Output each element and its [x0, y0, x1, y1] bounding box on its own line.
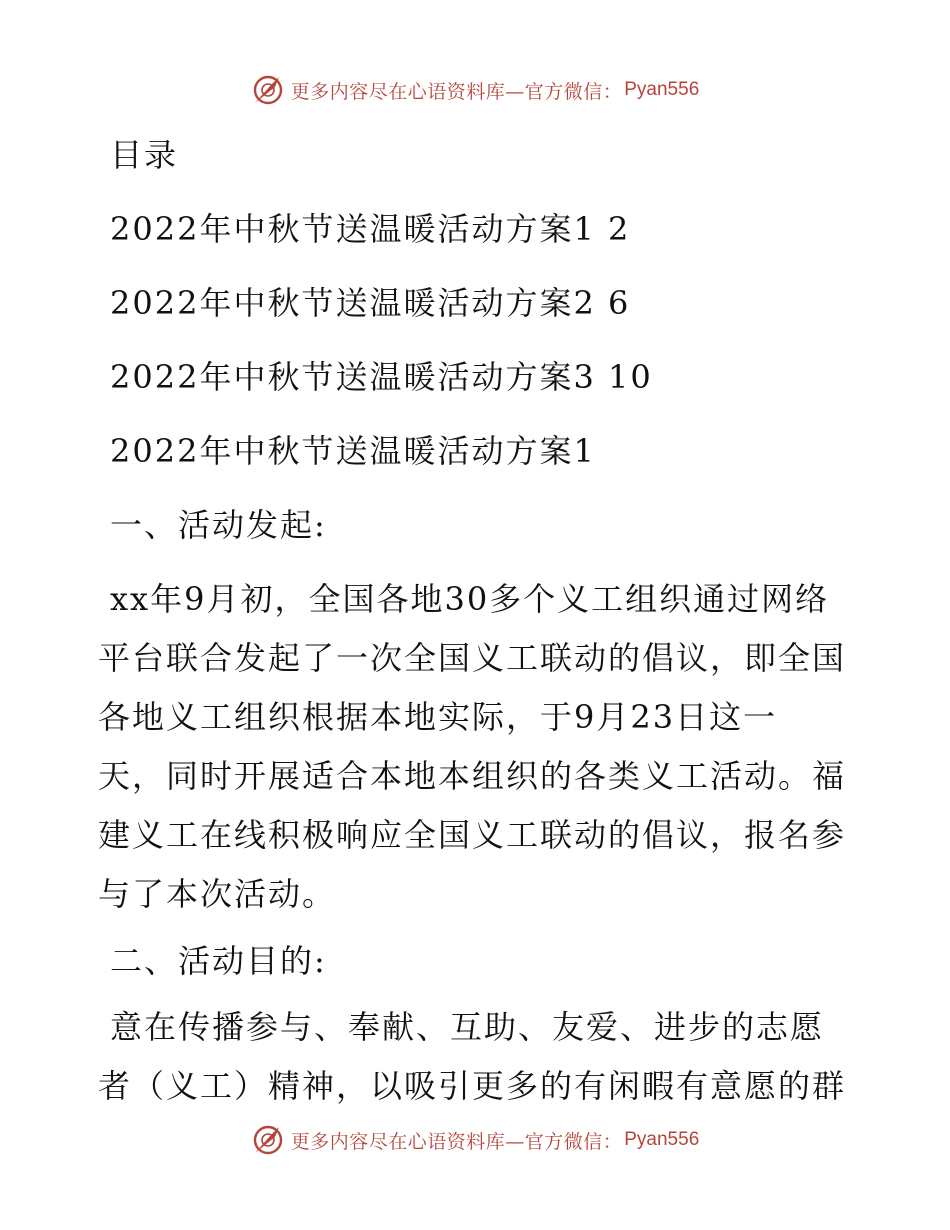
document-heading: 2022年中秋节送温暖活动方案1 — [110, 432, 596, 470]
watermark-text: 更多内容尽在心语资料库—官方微信： — [290, 1130, 623, 1153]
paragraph-line: 平台联合发起了一次全国义工联动的倡议，即全国 — [98, 639, 847, 677]
watermark-account: Pyan556 — [624, 79, 700, 100]
paragraph-line: xx年9月初，全国各地30多个义工组织通过网络 — [110, 580, 830, 618]
paragraph-line: 各地义工组织根据本地实际，于9月23日这一 — [98, 698, 778, 736]
toc-item-2[interactable]: 2022年中秋节送温暖活动方案2 6 — [110, 284, 631, 322]
section-2-title: 二、活动目的: — [110, 942, 327, 980]
paragraph-line: 意在传播参与、奉献、互助、友爱、进步的志愿 — [110, 1008, 825, 1046]
section-1-title: 一、活动发起: — [110, 506, 327, 544]
paragraph-line: 天，同时开展适合本地本组织的各类义工活动。福 — [98, 757, 847, 795]
paragraph-line: 与了本次活动。 — [98, 875, 337, 913]
section-1-paragraph — [98, 570, 858, 924]
toc-title: 目录 — [110, 136, 179, 174]
paragraph-line: 建义工在线积极响应全国义工联动的倡议，报名参 — [98, 816, 847, 854]
watermark-account: Pyan556 — [624, 1129, 700, 1150]
paragraph-line: 者（义工）精神，以吸引更多的有闲暇有意愿的群 — [98, 1067, 847, 1105]
quill-logo-icon — [251, 73, 285, 107]
toc-item-3[interactable]: 2022年中秋节送温暖活动方案3 10 — [110, 358, 653, 396]
document-body — [98, 118, 858, 1116]
watermark-banner-bottom — [0, 1120, 950, 1160]
section-2-paragraph — [98, 998, 858, 1116]
watermark-text: 更多内容尽在心语资料库—官方微信： — [290, 80, 623, 103]
toc-item-1[interactable]: 2022年中秋节送温暖活动方案1 2 — [110, 210, 631, 248]
quill-logo-icon — [251, 1123, 285, 1157]
watermark-banner-top — [0, 70, 950, 110]
